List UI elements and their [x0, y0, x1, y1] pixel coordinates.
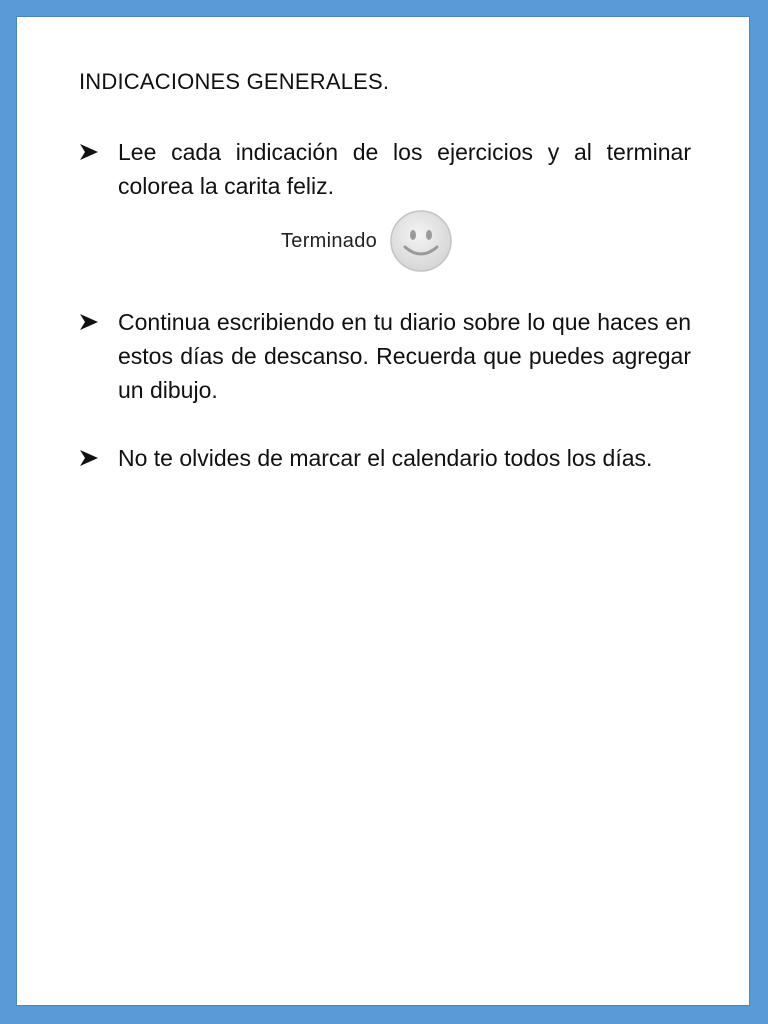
completion-label: Terminado [281, 229, 378, 252]
instruction-text: Lee cada indicación de los ejercicios y al terminar colorea la carita feliz. [118, 139, 691, 199]
instruction-text: No te olvides de marcar el calendario todos los días. [118, 445, 653, 471]
instruction-item [79, 305, 691, 407]
arrow-bullet-icon [79, 143, 99, 161]
completion-indicator [281, 209, 453, 273]
smiley-face-icon[interactable] [389, 209, 453, 273]
instruction-item [79, 441, 691, 475]
arrow-bullet-icon [79, 449, 99, 467]
arrow-bullet-icon [79, 313, 99, 331]
page-title: INDICACIONES GENERALES. [79, 69, 390, 94]
document-page [16, 16, 750, 1006]
instruction-item [79, 135, 691, 203]
instruction-text: Continua escribiendo en tu diario sobre lo que haces en estos días de descanso. Recuerda que puedes agregar un dibujo. [118, 309, 691, 403]
